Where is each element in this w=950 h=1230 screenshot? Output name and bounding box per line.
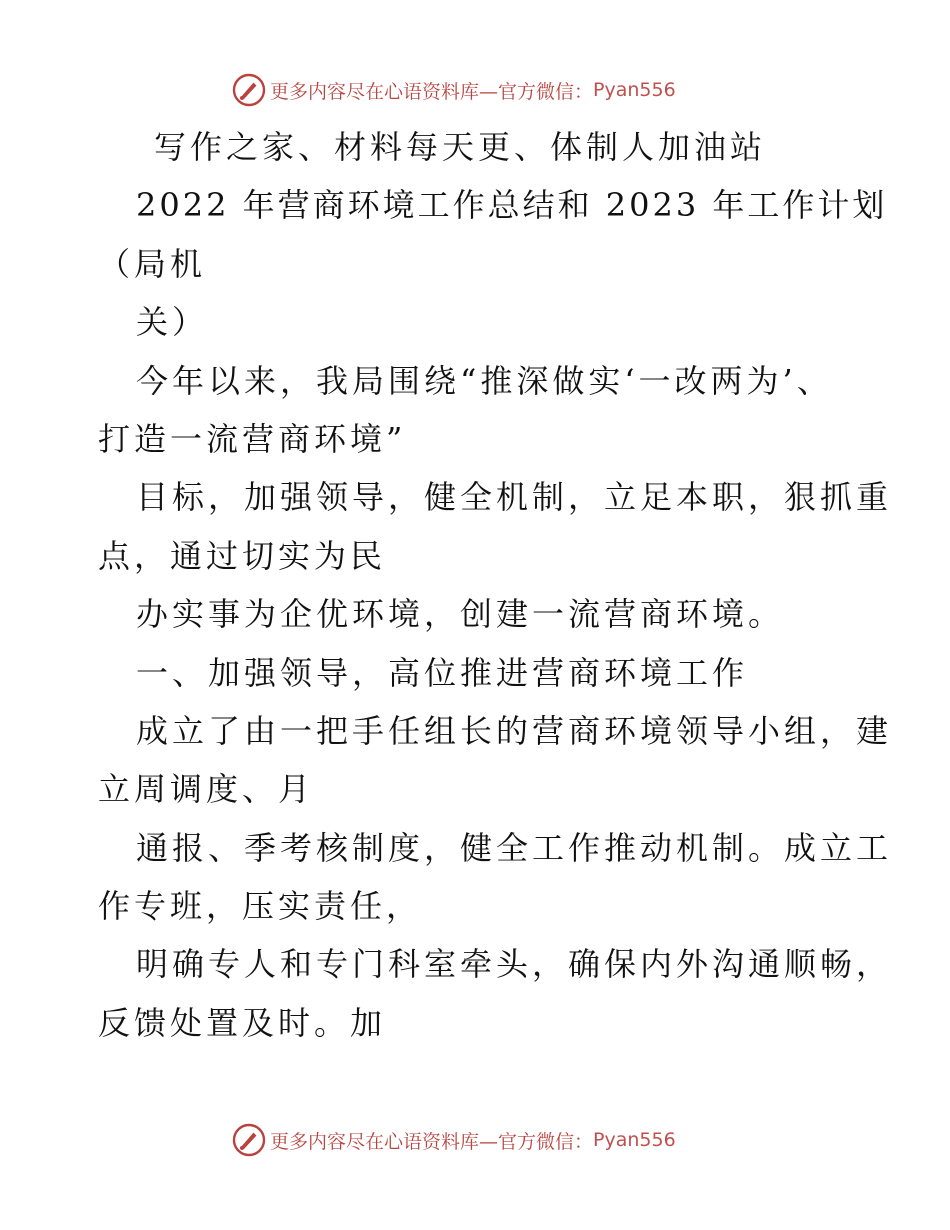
section-heading: 一、加强领导，高位推进营商环境工作 [136, 653, 749, 692]
document-body [98, 118, 893, 1052]
footer-watermark [232, 1122, 676, 1158]
paragraph-line: 明确专人和专门科室牵头，确保内外沟通顺畅， [136, 945, 893, 984]
seal-logo-icon [232, 73, 266, 107]
seal-logo-icon [232, 1123, 266, 1157]
paragraph-line: 目标，加强领导，健全机制，立足本职，狠抓重 [136, 478, 893, 517]
paragraph-line: 立周调度、月 [98, 770, 315, 809]
paragraph-line: 作专班，压实责任， [98, 887, 423, 926]
paragraph-line: 办实事为企优环境，创建一流营商环境。 [136, 595, 785, 634]
watermark-text: 更多内容尽在心语资料库—官方微信： [270, 80, 594, 103]
document-title-line-2: （局机 [98, 244, 207, 283]
paragraph-line: 打造一流营商环境” [98, 419, 407, 458]
paragraph-line: 反馈处置及时。加 [98, 1003, 387, 1042]
watermark-wechat-id: Pyan556 [593, 79, 676, 101]
watermark-wechat-id: Pyan556 [593, 1129, 676, 1151]
paragraph-line: 点，通过切实为民 [98, 536, 387, 575]
paragraph-line: 成立了由一把手任组长的营商环境领导小组，建 [136, 711, 893, 750]
header-watermark [232, 72, 676, 108]
document-title-line-1: 2022 年营商环境工作总结和 2023 年工作计划 [136, 186, 888, 225]
document-title-line-3: 关） [136, 303, 209, 342]
paragraph-line: 通报、季考核制度，健全工作推动机制。成立工 [136, 828, 893, 867]
watermark-text: 更多内容尽在心语资料库—官方微信： [270, 1130, 594, 1153]
paragraph-line: 今年以来，我局围绕“推深做实‘一改两为’、 [136, 361, 833, 400]
site-slogan: 写作之家、材料每天更、体制人加油站 [154, 128, 767, 166]
